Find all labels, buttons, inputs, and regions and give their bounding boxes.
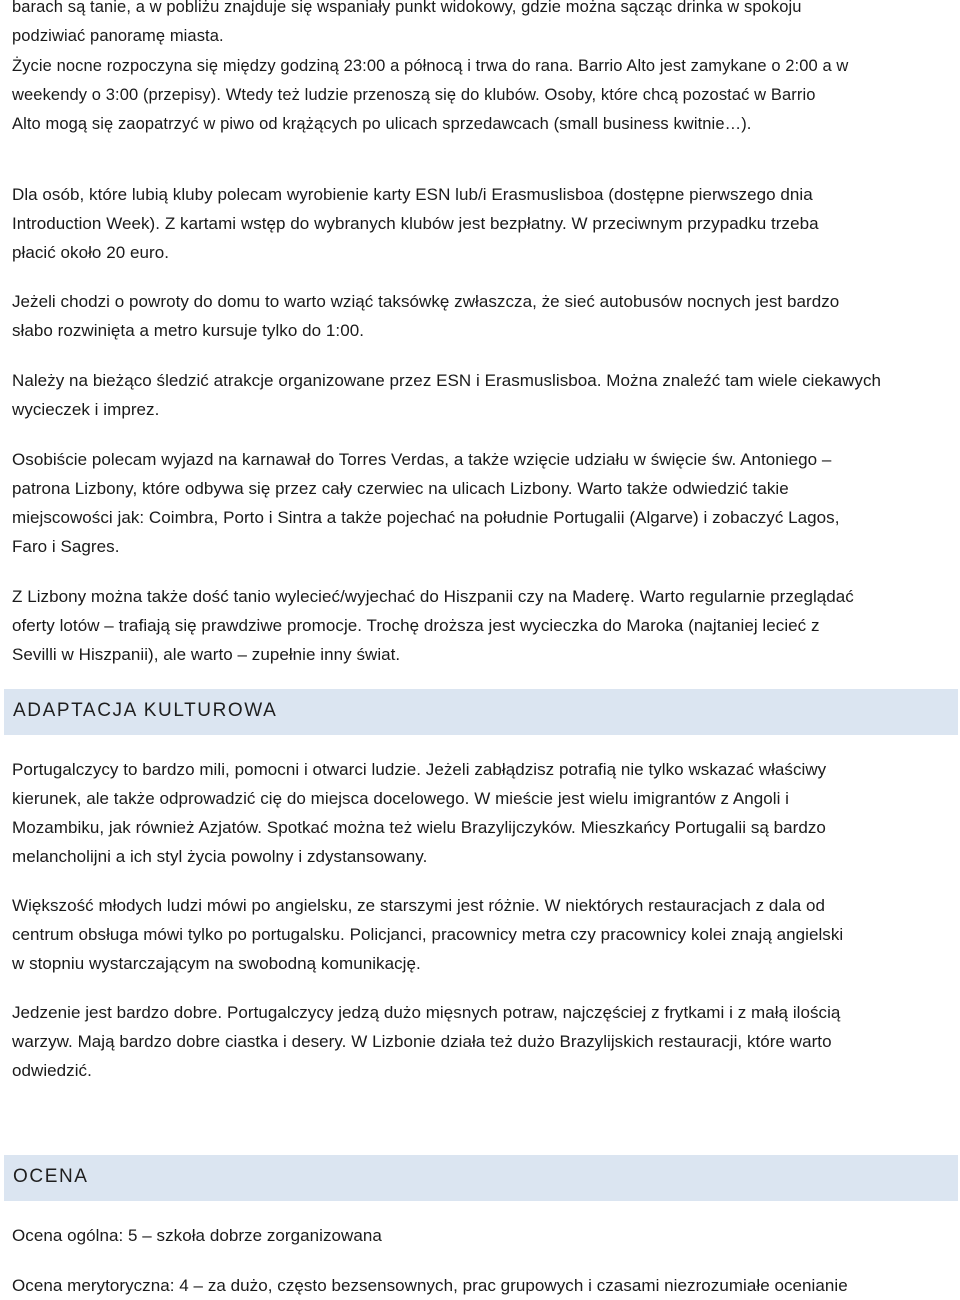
text-line: Z Lizbony można także dość tanio wylecieć/wyjechać do Hiszpanii czy na Maderę. Warto regularnie przeglądać [12, 587, 854, 606]
text-line: Mozambiku, jak również Azjatów. Spotkać można też wielu Brazylijczyków. Mieszkańcy Portugalii są bardzo [12, 818, 826, 837]
text-line: kierunek, ale także odprowadzić cię do miejsca docelowego. W mieście jest wielu imigrantów z Angoli i [12, 789, 790, 808]
paragraph-rating-general [12, 1221, 952, 1250]
text-line: Jedzenie jest bardzo dobre. Portugalczycy jedzą dużo mięsnych potraw, najczęściej z frytkami i z małą ilością [12, 1003, 841, 1022]
text-line: wycieczek i imprez. [12, 400, 160, 419]
text-line: patrona Lizbony, które odbywa się przez cały czerwiec na ulicach Lizbony. Warto także odwiedzić takie [12, 479, 789, 498]
text-line: Introduction Week). Z kartami wstęp do wybranych klubów jest bezpłatny. W przeciwnym przypadku trzeba [12, 214, 819, 233]
text-line: Alto mogą się zaopatrzyć w piwo od krążących po ulicach sprzedawcach (small business kwitnie…). [12, 115, 752, 133]
text-line: Portugalczycy to bardzo mili, pomocni i otwarci ludzie. Jeżeli zabłądzisz potrafią nie tylko wskazać właściwy [12, 760, 827, 779]
section-title: OCENA [13, 1166, 89, 1187]
text-line: w stopniu wystarczającym na swobodną komunikację. [12, 954, 421, 973]
text-line: barach są tanie, a w pobliżu znajduje się wspaniały punkt widokowy, gdzie można sącząc drinka w spokoju [12, 0, 802, 16]
paragraph-clubs [12, 180, 952, 267]
text-line: odwiedzić. [12, 1061, 92, 1080]
paragraph-transport [12, 287, 952, 345]
text-line: słabo rozwinięta a metro kursuje tylko do 1:00. [12, 321, 364, 340]
section-header-adaptacja [4, 689, 958, 735]
text-line: oferty lotów – trafiają się prawdziwe promocje. Trochę droższa jest wycieczka do Maroka (najtaniej lecieć z [12, 616, 820, 635]
text-line: warzyw. Mają bardzo dobre ciastka i desery. W Lizbonie działa też dużo Brazylijskich restauracji, które warto [12, 1032, 832, 1051]
text-line: Ocena merytoryczna: 4 – za dużo, często bezsensownych, prac grupowych i czasami niezrozumiałe ocenianie [12, 1276, 848, 1295]
text-line: miejscowości jak: Coimbra, Porto i Sintra a także pojechać na południe Portugalii (Algarve) i zobaczyć Lagos, [12, 508, 840, 527]
paragraph-trips [12, 445, 952, 561]
text-line: Ocena ogólna: 5 – szkoła dobrze zorganizowana [12, 1226, 382, 1245]
text-line: Faro i Sagres. [12, 537, 120, 556]
text-line: Należy na bieżąco śledzić atrakcje organizowane przez ESN i Erasmuslisboa. Można znaleźć tam wiele ciekawych [12, 371, 882, 390]
paragraph-flights [12, 582, 952, 669]
text-line: Jeżeli chodzi o powroty do domu to warto wziąć taksówkę zwłaszcza, że sieć autobusów nocnych jest bardzo [12, 292, 840, 311]
text-line: Sevilli w Hiszpanii), ale warto – zupełnie inny świat. [12, 645, 401, 664]
text-line: podziwiać panoramę miasta. [12, 27, 224, 45]
paragraph-viewpoint [12, 0, 952, 51]
text-line: płacić około 20 euro. [12, 243, 169, 262]
text-line: Życie nocne rozpoczyna się między godziną 23:00 a północą i trwa do rana. Barrio Alto jest zamykane o 2:00 a w [12, 57, 849, 75]
text-line: Dla osób, które lubią kluby polecam wyrobienie karty ESN lub/i Erasmuslisboa (dostępne pierwszego dnia [12, 185, 813, 204]
paragraph-events [12, 366, 952, 424]
paragraph-nightlife [12, 52, 952, 139]
text-line: Większość młodych ludzi mówi po angielsku, ze starszymi jest różnie. W niektórych restauracjach z dala od [12, 896, 826, 915]
paragraph-food [12, 998, 952, 1085]
text-line: centrum obsługa mówi tylko po portugalsku. Policjanci, pracownicy metra czy pracownicy kolei znają angielski [12, 925, 844, 944]
text-line: melancholijni a ich styl życia powolny i zdystansowany. [12, 847, 428, 866]
section-title: ADAPTACJA KULTUROWA [13, 700, 278, 721]
text-line: Osobiście polecam wyjazd na karnawał do Torres Verdas, a także wzięcie udziału w święcie św. Antoniego – [12, 450, 832, 469]
paragraph-language [12, 891, 952, 978]
paragraph-people [12, 755, 952, 871]
text-line: weekendy o 3:00 (przepisy). Wtedy też ludzie przenoszą się do klubów. Osoby, które chcą pozostać w Barrio [12, 86, 816, 104]
section-header-ocena [4, 1155, 958, 1201]
